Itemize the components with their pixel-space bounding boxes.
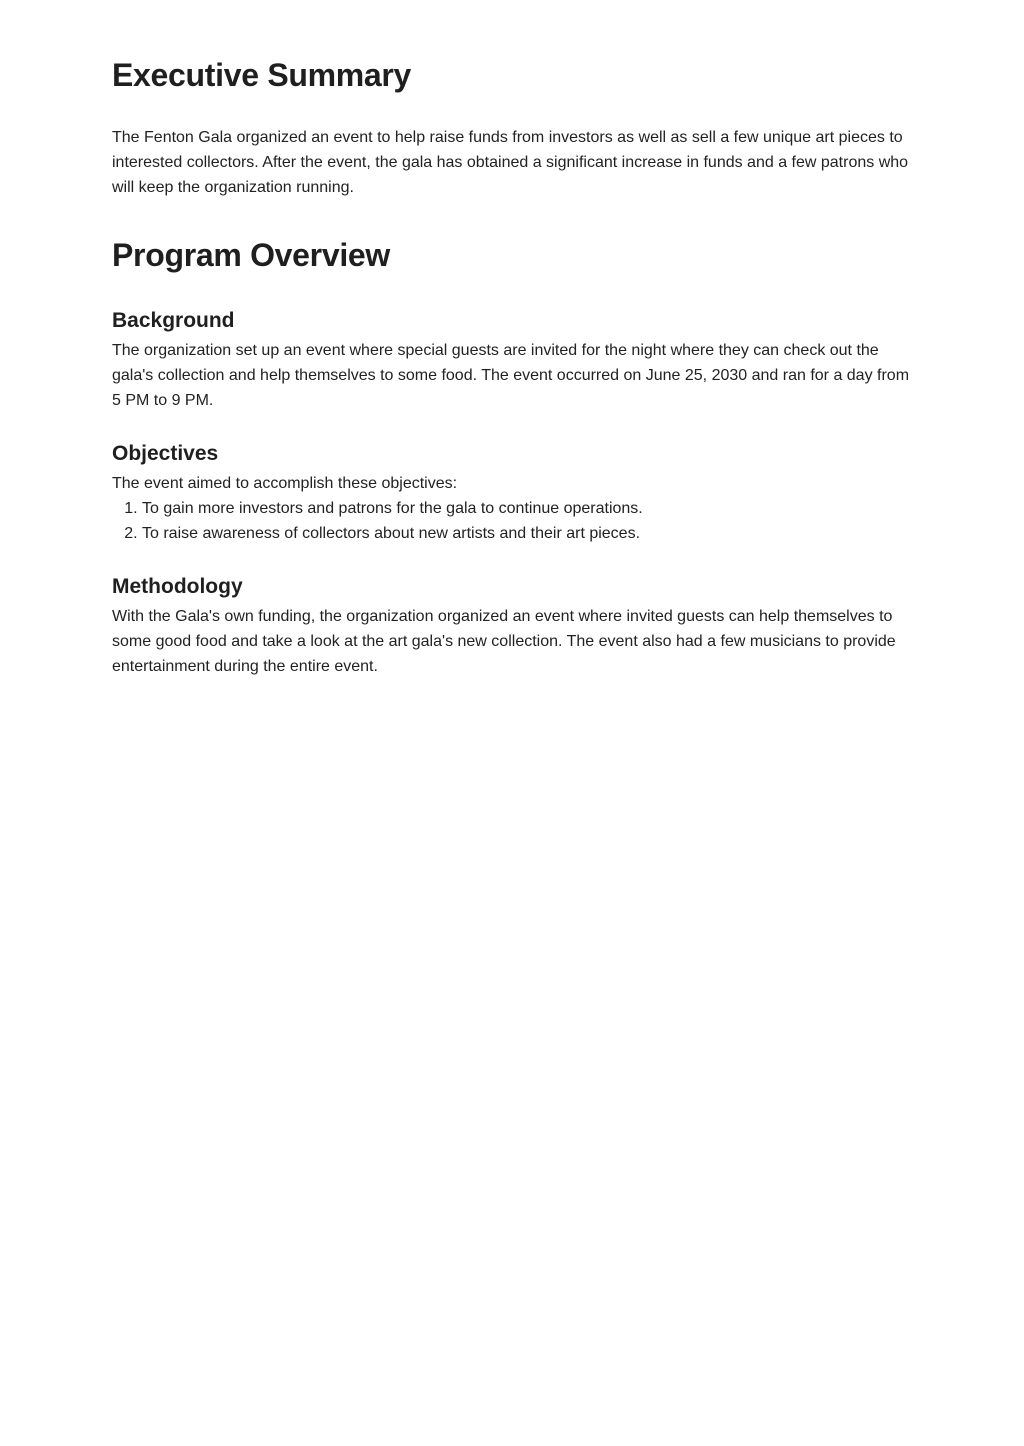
program-overview-heading: Program Overview	[112, 237, 390, 273]
objectives-intro: The event aimed to accomplish these objectives:	[112, 475, 458, 492]
executive-summary-heading: Executive Summary	[112, 57, 412, 93]
methodology-text: With the Gala's own funding, the organization organized an event where invited guests can help themselves to some good food and take a look at the art gala's new collection. The event also had a few musicians to provide entertainment during the entire event.	[112, 608, 896, 675]
background-text: The organization set up an event where special guests are invited for the night where they can check out the gala's collection and help themselves to some food. The event occurred on June 25, 2030 and ran for a day from 5 PM to 9 PM.	[112, 342, 910, 409]
objectives-heading: Objectives	[112, 442, 219, 465]
background-heading: Background	[112, 309, 235, 332]
methodology-heading: Methodology	[112, 575, 243, 598]
objectives-list	[112, 496, 942, 546]
executive-summary-text: The Fenton Gala organized an event to help raise funds from investors as well as sell a few unique art pieces to interested collectors. After the event, the gala has obtained a significant increase in funds and a few patrons who will keep the organization running.	[112, 129, 909, 196]
objective-item: 2. To raise awareness of collectors about new artists and their art pieces.	[142, 521, 942, 546]
objective-item: 1. To gain more investors and patrons for the gala to continue operations.	[142, 496, 942, 521]
